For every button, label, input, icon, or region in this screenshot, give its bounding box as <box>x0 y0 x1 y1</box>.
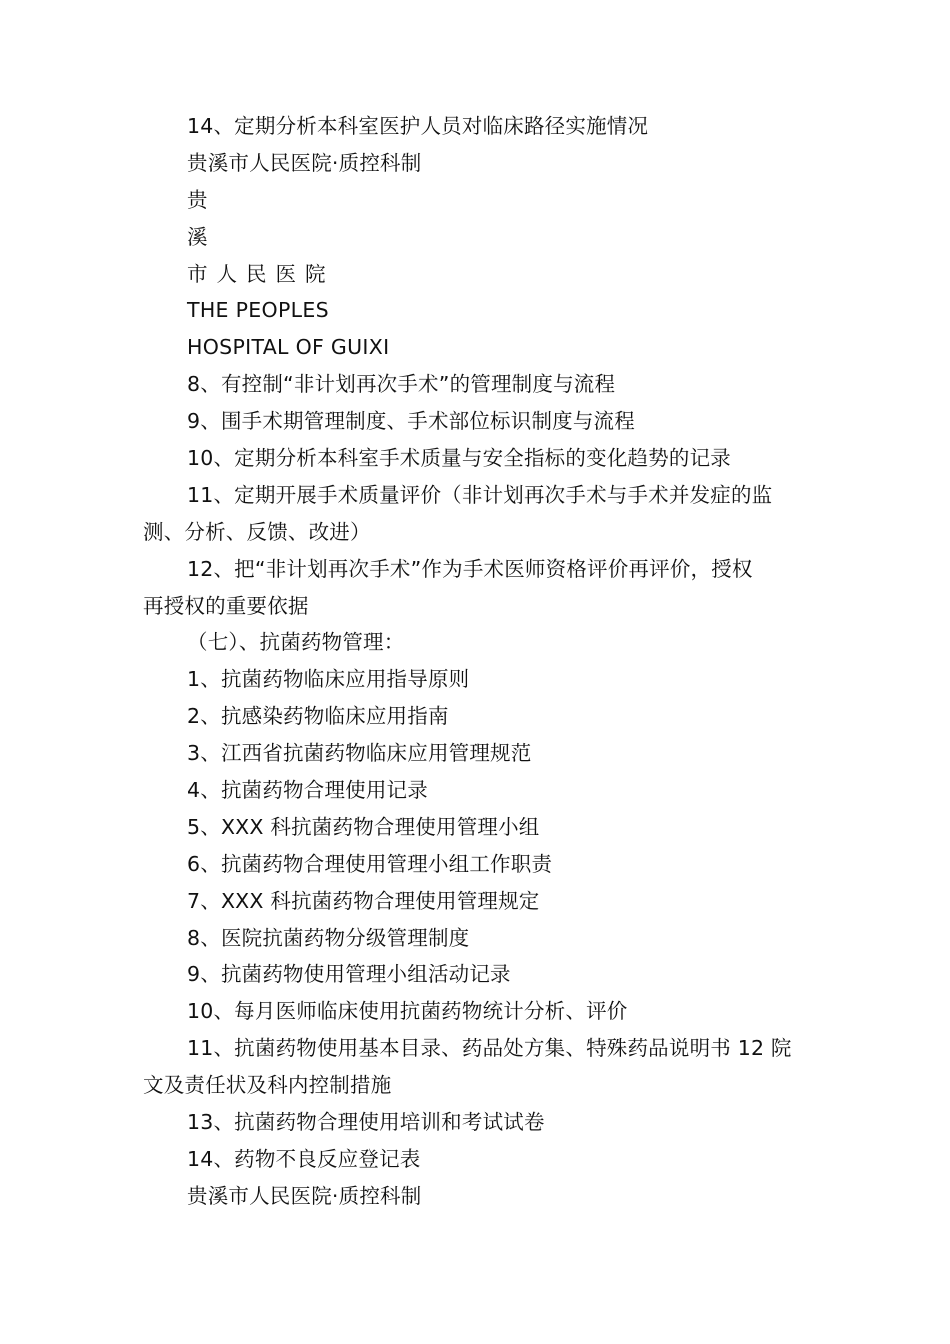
list-item-antibiotic-usage-record: 4、抗菌药物合理使用记录 <box>187 778 428 803</box>
logo-text-gui: 贵 <box>187 187 208 212</box>
document-body <box>143 108 811 1215</box>
list-item-management-group: 5、XXX 科抗菌药物合理使用管理小组 <box>187 814 540 839</box>
list-item-unplanned-reoperation-policy: 8、有控制“非计划再次手术”的管理制度与流程 <box>187 372 616 397</box>
list-item-tiered-management: 8、医院抗菌药物分级管理制度 <box>187 925 470 950</box>
footer-signature-line-2: 贵溪市人民医院·质控科制 <box>187 1183 422 1208</box>
list-item-clinical-pathway-analysis: 14、定期分析本科室医护人员对临床路径实施情况 <box>187 114 649 138</box>
list-item-surgeon-qualification-cont: 再授权的重要依据 <box>143 593 309 618</box>
list-item-perioperative-policy: 9、围手术期管理制度、手术部位标识制度与流程 <box>187 409 635 434</box>
footer-signature-line: 贵溪市人民医院·质控科制 <box>187 150 422 175</box>
list-item-group-activity-record: 9、抗菌药物使用管理小组活动记录 <box>187 962 511 987</box>
list-item-surgery-quality-evaluation: 11、定期开展手术质量评价（非计划再次手术与手术并发症的监 <box>187 482 773 507</box>
list-item-anti-infection-guide: 2、抗感染药物临床应用指南 <box>187 704 449 729</box>
list-item-antibiotic-principles: 1、抗菌药物临床应用指导原则 <box>187 667 470 692</box>
list-item-group-duties: 6、抗菌药物合理使用管理小组工作职责 <box>187 851 553 876</box>
logo-text-xi: 溪 <box>187 224 208 249</box>
list-item-basic-catalog-cont: 文及责任状及科内控制措施 <box>143 1073 392 1098</box>
logo-text-english-1: THE PEOPLES <box>187 298 329 323</box>
list-item-surgery-quality-evaluation-cont: 测、分析、反馈、改进） <box>143 519 371 544</box>
logo-text-english-2: HOSPITAL OF GUIXI <box>187 335 390 360</box>
section-heading-antibiotics: （七）、抗菌药物管理： <box>187 630 405 655</box>
list-item-basic-catalog: 11、抗菌药物使用基本目录、药品处方集、特殊药品说明书 12 院 <box>187 1036 792 1061</box>
list-item-surgery-quality-trend: 10、定期分析本科室手术质量与安全指标的变化趋势的记录 <box>187 446 731 471</box>
list-item-monthly-statistics: 10、每月医师临床使用抗菌药物统计分析、评价 <box>187 999 628 1024</box>
list-item-jiangxi-regulation: 3、江西省抗菌药物临床应用管理规范 <box>187 741 532 766</box>
list-item-surgeon-qualification: 12、把“非计划再次手术”作为手术医师资格评价再评价，授权 <box>187 556 753 581</box>
list-item-training-exams: 13、抗菌药物合理使用培训和考试试卷 <box>187 1110 545 1135</box>
list-item-adverse-reaction-register: 14、药物不良反应登记表 <box>187 1146 421 1171</box>
list-item-management-rules: 7、XXX 科抗菌药物合理使用管理规定 <box>187 888 540 913</box>
logo-text-hospital: 市人民医院 <box>187 261 335 286</box>
